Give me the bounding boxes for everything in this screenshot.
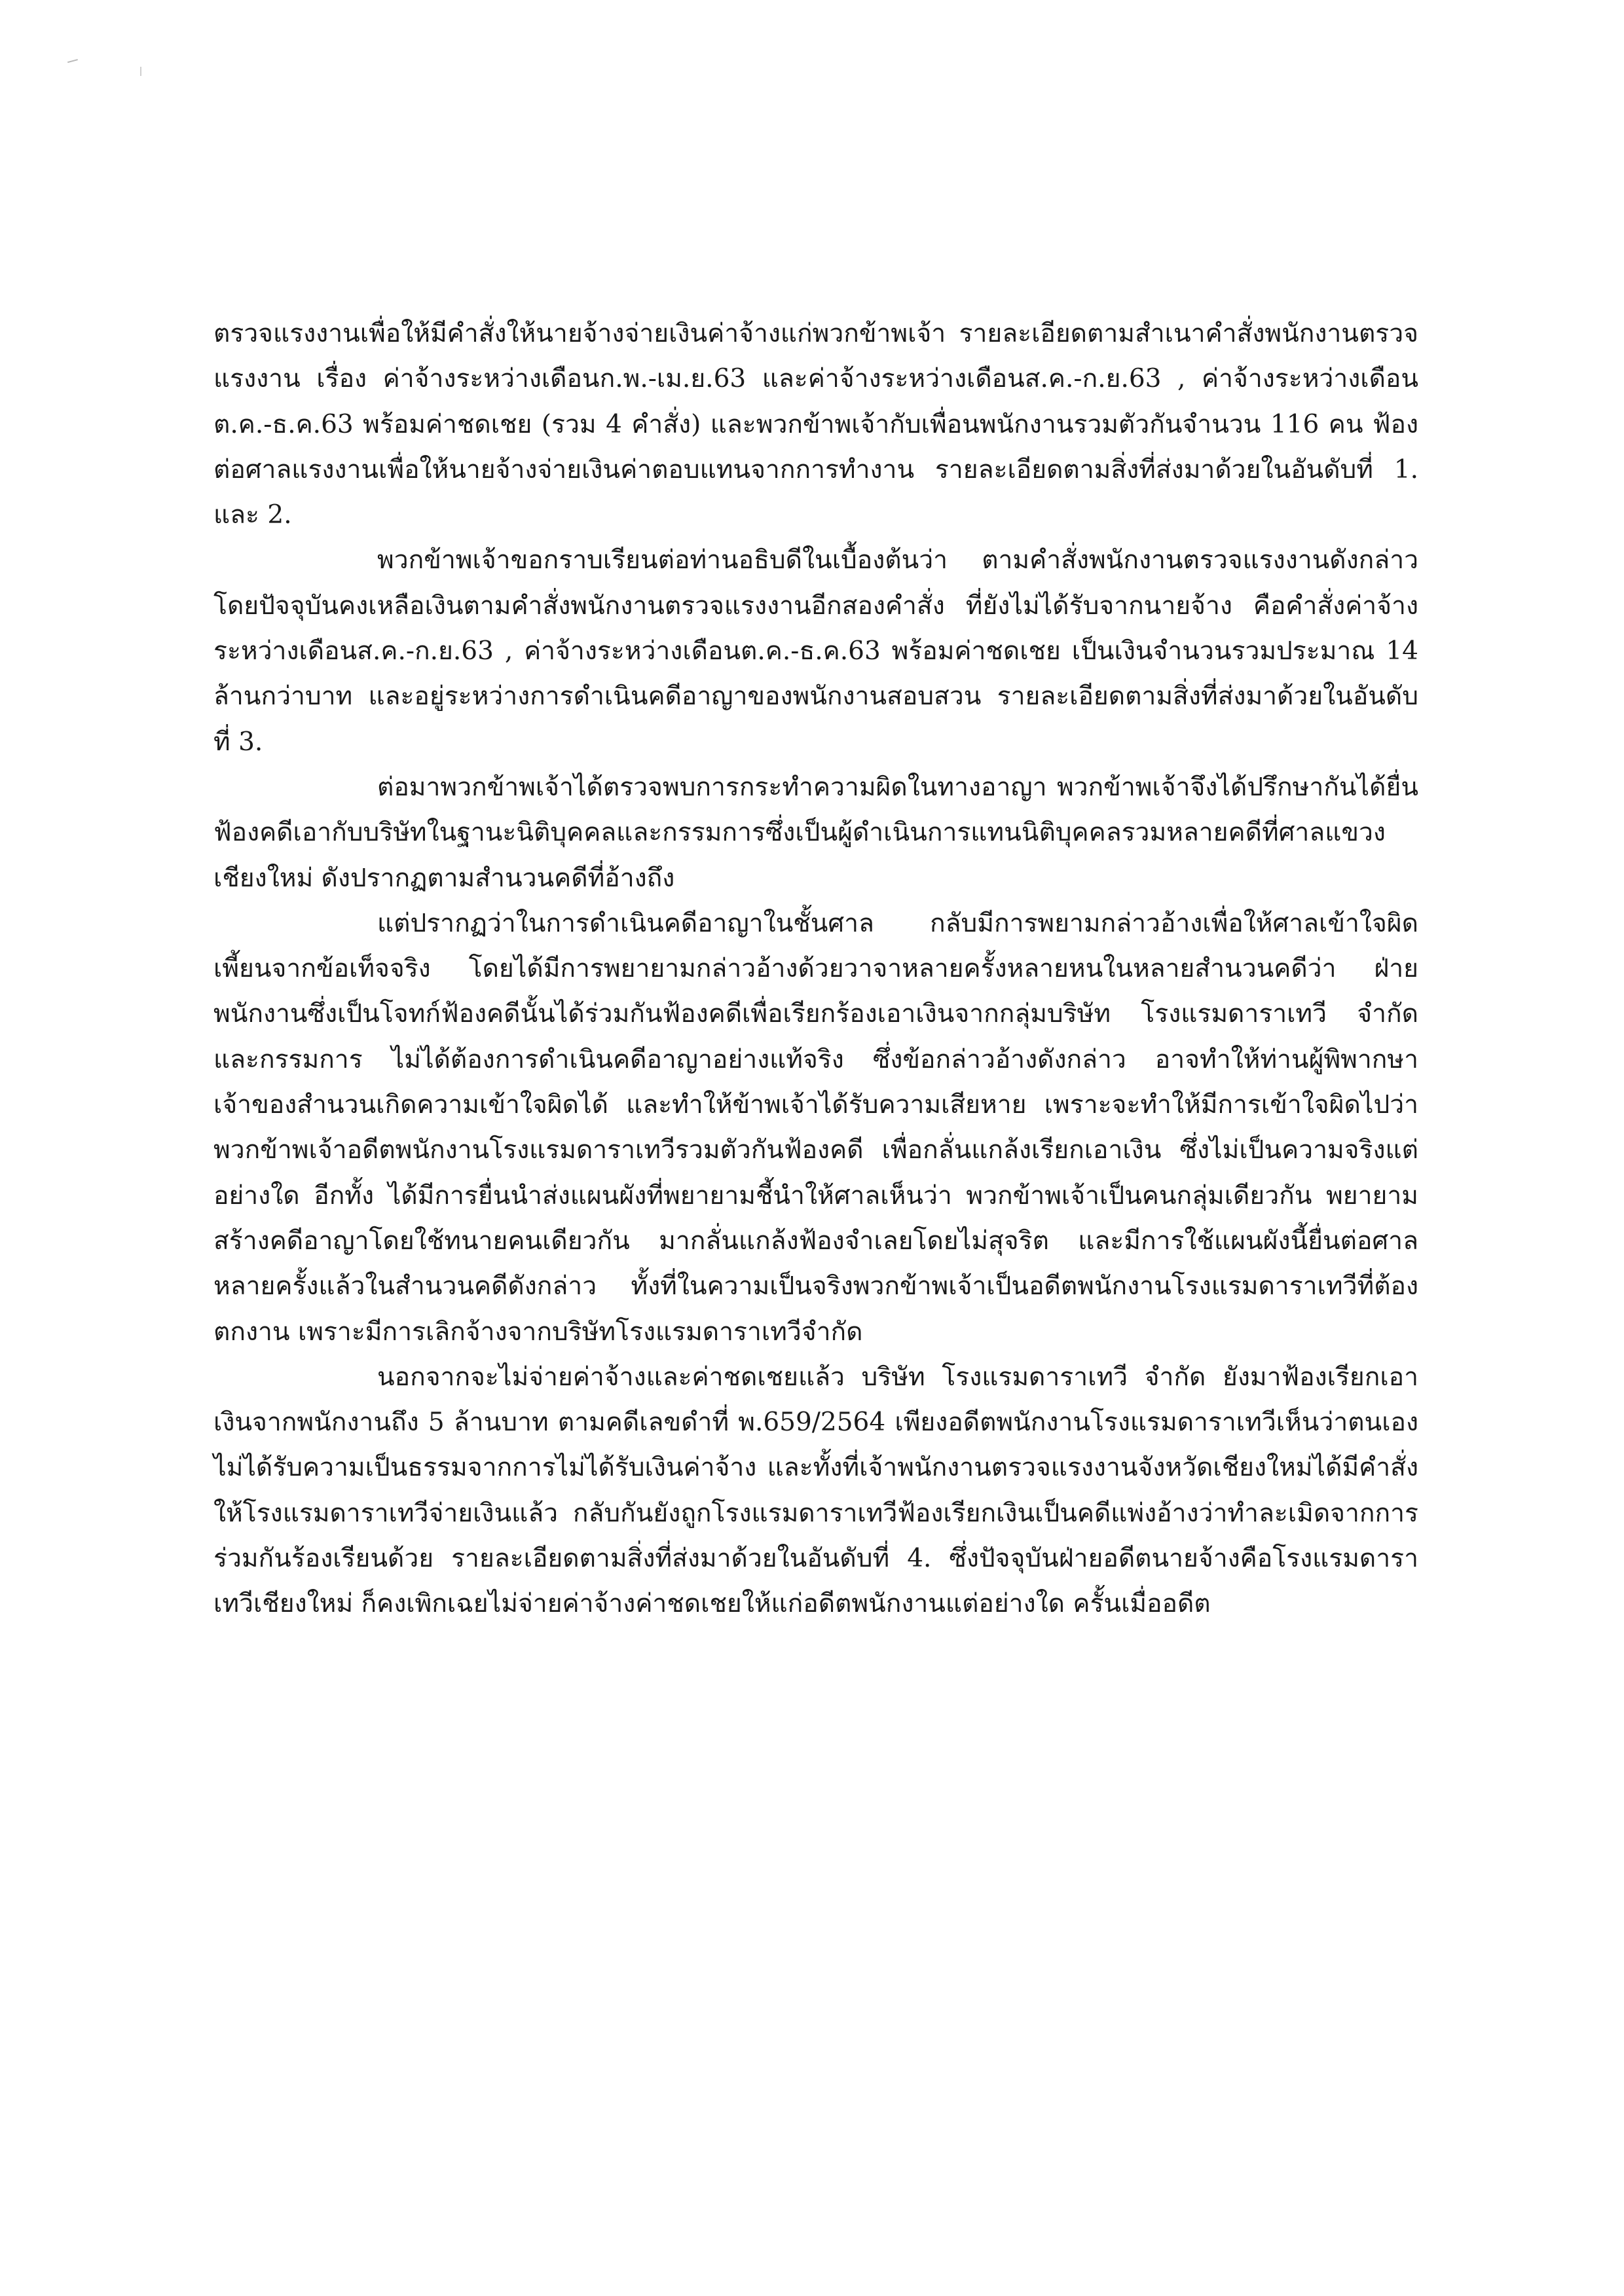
scan-artifact (67, 59, 79, 68)
paragraph-labor-orders: ตรวจแรงงานเพื่อให้มีคำสั่งให้นายจ้างจ่ายเงินค่าจ้างแก่พวกข้าพเจ้า รายละเอียดตามสำเนาคำสั่งพนักงานตรวจแรงงาน เรื่อง ค่าจ้างระหว่างเดือนก.พ.-เม.ย.63 และค่าจ้างระหว่างเดือนส.ค.-ก.ย.63 , ค่าจ้างระหว่างเดือนต.ค.-ธ.ค.63 พร้อมค่าชดเชย (รวม 4 คำสั่ง) และพวกข้าพเจ้ากับเพื่อนพนักงานรวมตัวกันจำนวน 116 คน ฟ้องต่อศาลแรงงานเพื่อให้นายจ้างจ่ายเงินค่าตอบแทนจากการทำงาน รายละเอียดตามสิ่งที่ส่งมาด้วยในอันดับที่ 1. และ 2. (213, 319, 1418, 530)
paragraph-criminal-cases: ต่อมาพวกข้าพเจ้าได้ตรวจพบการกระทำความผิดในทางอาญา พวกข้าพเจ้าจึงได้ปรึกษากันได้ยื่นฟ้องคดีเอากับบริษัทในฐานะนิติบุคคลและกรรมการซึ่งเป็นผู้ดำเนินการแทนนิติบุคคลรวมหลายคดีที่ศาลแขวงเชียงใหม่ ดังปรากฏตามสำนวนคดีที่อ้างถึง (213, 772, 1418, 893)
scan-artifact (140, 67, 141, 76)
paragraph-civil-lawsuit: นอกจากจะไม่จ่ายค่าจ้างและค่าชดเชยแล้ว บริษัท โรงแรมดาราเทวี จำกัด ยังมาฟ้องเรียกเอาเงินจากพนักงานถึง 5 ล้านบาท ตามคดีเลขดำที่ พ.659/2564 เพียงอดีตพนักงานโรงแรมดาราเทวีเห็นว่าตนเองไม่ได้รับความเป็นธรรมจากการไม่ได้รับเงินค่าจ้าง และทั้งที่เจ้าพนักงานตรวจแรงงานจังหวัดเชียงใหม่ได้มีคำสั่งให้โรงแรมดาราเทวีจ่ายเงินแล้ว กลับกันยังถูกโรงแรมดาราเทวีฟ้องเรียกเงินเป็นคดีแพ่งอ้างว่าทำละเมิดจากการร่วมกันร้องเรียนด้วย รายละเอียดตามสิ่งที่ส่งมาด้วยในอันดับที่ 4. ซึ่งปัจจุบันฝ่ายอดีตนายจ้างคือโรงแรมดาราเทวีเชียงใหม่ ก็คงเพิกเฉยไม่จ่ายค่าจ้างค่าชดเชยให้แก่อดีตพนักงานแต่อย่างใด ครั้นเมื่ออดีต (213, 1362, 1418, 1619)
paragraph-court-claims: แต่ปรากฏว่าในการดำเนินคดีอาญาในชั้นศาล กลับมีการพยามกล่าวอ้างเพื่อให้ศาลเข้าใจผิดเพี้ยนจากข้อเท็จจริง โดยได้มีการพยายามกล่าวอ้างด้วยวาจาหลายครั้งหลายหนในหลายสำนวนคดีว่า ฝ่ายพนักงานซึ่งเป็นโจทก์ฟ้องคดีนั้นได้ร่วมกันฟ้องคดีเพื่อเรียกร้องเอาเงินจากกลุ่มบริษัท โรงแรมดาราเทวี จำกัด และกรรมการ ไม่ได้ต้องการดำเนินคดีอาญาอย่างแท้จริง ซึ่งข้อกล่าวอ้างดังกล่าว อาจทำให้ท่านผู้พิพากษาเจ้าของสำนวนเกิดความเข้าใจผิดได้ และทำให้ข้าพเจ้าได้รับความเสียหาย เพราะจะทำให้มีการเข้าใจผิดไปว่าพวกข้าพเจ้าอดีตพนักงานโรงแรมดาราเทวีรวมตัวกันฟ้องคดี เพื่อกลั่นแกล้งเรียกเอาเงิน ซึ่งไม่เป็นความจริงแต่อย่างใด อีกทั้ง ได้มีการยื่นนำส่งแผนผังที่พยายามชี้นำให้ศาลเห็นว่า พวกข้าพเจ้าเป็นคนกลุ่มเดียวกัน พยายามสร้างคดีอาญาโดยใช้ทนายคนเดียวกัน มากลั่นแกล้งฟ้องจำเลยโดยไม่สุจริต และมีการใช้แผนผังนี้ยื่นต่อศาลหลายครั้งแล้วในสำนวนคดีดังกล่าว ทั้งที่ในความเป็นจริงพวกข้าพเจ้าเป็นอดีตพนักงานโรงแรมดาราเทวีที่ต้องตกงาน เพราะมีการเลิกจ้างจากบริษัทโรงแรมดาราเทวีจำกัด (213, 908, 1418, 1347)
paragraph-remaining-orders: พวกข้าพเจ้าขอกราบเรียนต่อท่านอธิบดีในเบื้องต้นว่า ตามคำสั่งพนักงานตรวจแรงงานดังกล่าว โดยปัจจุบันคงเหลือเงินตามคำสั่งพนักงานตรวจแรงงานอีกสองคำสั่ง ที่ยังไม่ได้รับจากนายจ้าง คือคำสั่งค่าจ้างระหว่างเดือนส.ค.-ก.ย.63 , ค่าจ้างระหว่างเดือนต.ค.-ธ.ค.63 พร้อมค่าชดเชย เป็นเงินจำนวนรวมประมาณ 14 ล้านกว่าบาท และอยู่ระหว่างการดำเนินคดีอาญาของพนักงานสอบสวน รายละเอียดตามสิ่งที่ส่งมาด้วยในอันดับที่ 3. (213, 545, 1418, 757)
letter-body (213, 311, 1418, 1627)
